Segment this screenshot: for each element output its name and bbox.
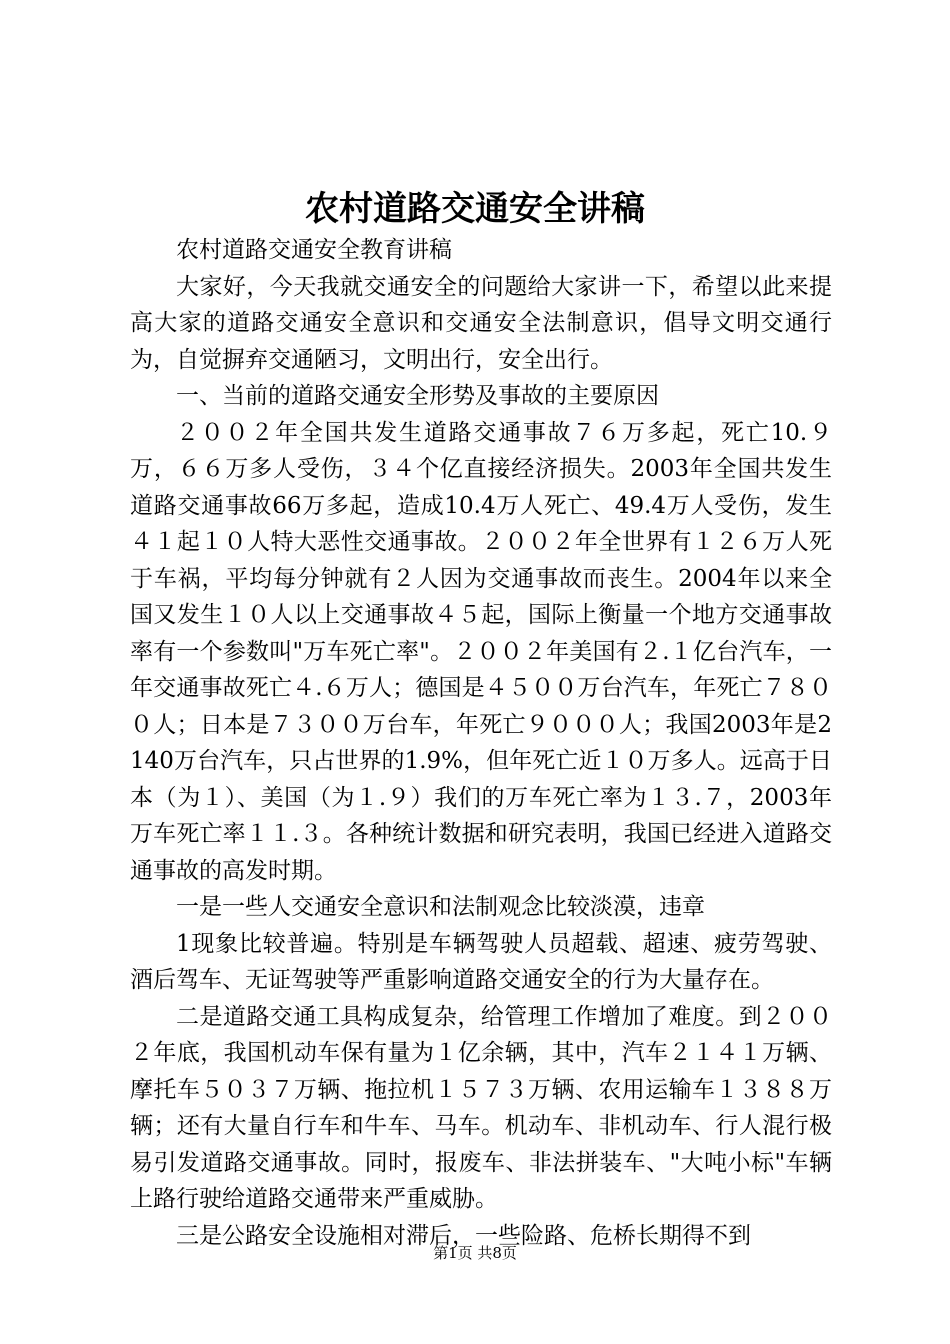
document-body <box>130 232 832 1254</box>
paragraph-reason-one: 一是一些人交通安全意识和法制观念比较淡漠，违章 <box>176 894 705 920</box>
page-number-footer: 第1页 共8页 <box>433 1244 517 1262</box>
document-title: 农村道路交通安全讲稿 <box>305 189 645 229</box>
paragraph-reason-three: 三是公路安全设施相对滞后，一些险路、危桥长期得不到 <box>176 1222 751 1249</box>
paragraph-reason-one-continued: 1现象比较普遍。特别是车辆驾驶人员超载、超速、疲劳驾驶、酒后驾车、无证驾驶等严重影响道路交通安全的行为大量存在。 <box>130 930 832 993</box>
section-heading: 一、当前的道路交通安全形势及事故的主要原因 <box>176 383 659 409</box>
paragraph-reason-two: 二是道路交通工具构成复杂，给管理工作增加了难度。到２００２年底，我国机动车保有量为１亿余辆，其中，汽车２１４１万辆、摩托车５０３７万辆、拖拉机１５７３万辆、农用运输车１３８８万辆；还有大量自行车和牛车、马车。机动车、非机动车、行人混行极易引发道路交通事故。同时，报废车、非法拼装车、"大吨小标"车辆上路行驶给道路交通带来严重威胁。 <box>130 1003 832 1212</box>
paragraph-greeting: 大家好，今天我就交通安全的问题给大家讲一下，希望以此来提高大家的道路交通安全意识和交通安全法制意识，倡导文明交通行为，自觉摒弃交通陋习，文明出行，安全出行。 <box>130 273 832 373</box>
paragraph-subtitle: 农村道路交通安全教育讲稿 <box>176 237 452 263</box>
paragraph-statistics: ２００２年全国共发生道路交通事故７６万多起，死亡10.９万，６６万多人受伤，３４个亿直接经济损失。2003年全国共发生道路交通事故66万多起，造成10.4万人死亡、49.4万人受伤，发生４１起１０人特大恶性交通事故。２００２年全世界有１２６万人死于车祸，平均每分钟就有２人因为交通事故而丧生。2004年以来全国又发生１０人以上交通事故４５起，国际上衡量一个地方交通事故率有一个参数叫"万车死亡率"。２００２年美国有２.１亿台汽车，一年交通事故死亡４.６万人；德国是４５００万台汽车，年死亡７８００人；日本是７３００万台车，年死亡９０００人；我国2003年是2140万台汽车，只占世界的1.9%，但年死亡近１０万多人。远高于日本（为１）、美国（为１.９）我们的万车死亡率为１３.７，2003年万车死亡率１１.３。各种统计数据和研究表明，我国已经进入道路交通事故的高发时期。 <box>130 419 832 884</box>
